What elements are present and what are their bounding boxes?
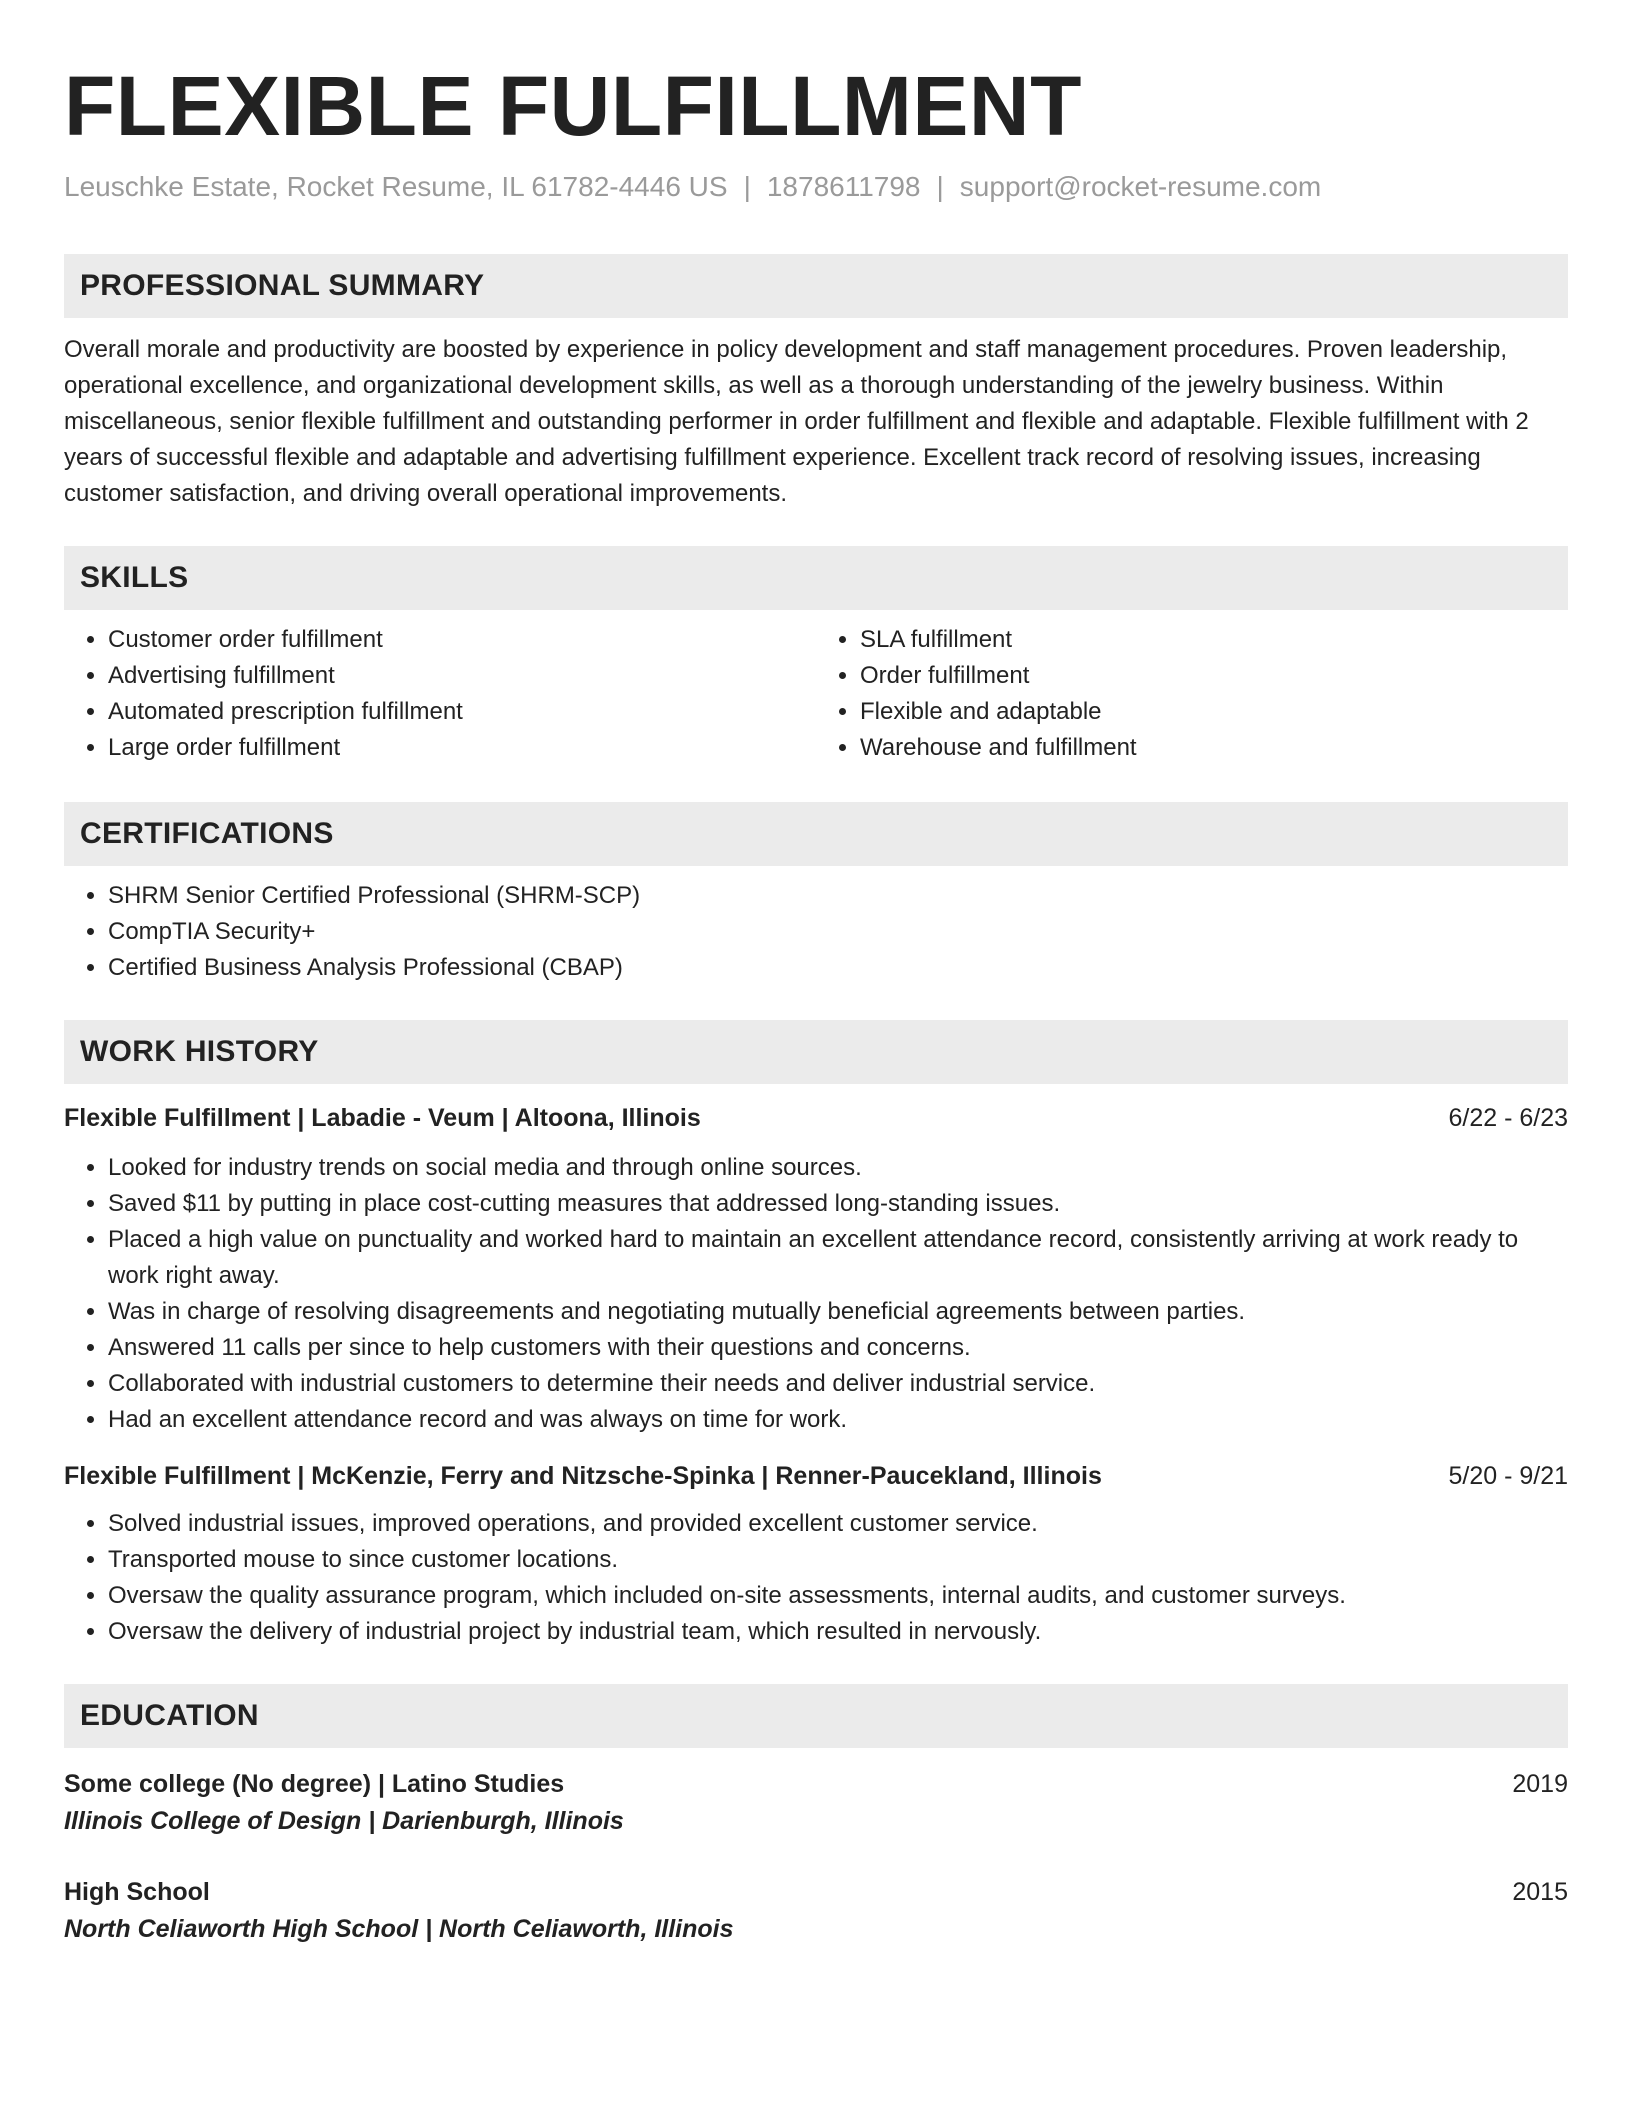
skills-section bbox=[64, 546, 1568, 766]
certifications-heading: CERTIFICATIONS bbox=[64, 802, 1568, 866]
skills-right-column bbox=[816, 622, 1568, 766]
skills-columns bbox=[64, 622, 1568, 766]
summary-text: Overall morale and productivity are boosted by experience in policy development and staff management procedures. Proven leadership, operational excellence, and organizational development skills, as well as a thorough understanding of the jewelry business. Within miscellaneous, senior flexible fulfillment and outstanding performer in order fulfillment and flexible and adaptable. Flexible fulfillment with 2 years of successful flexible and adaptable and advertising fulfillment experience. Excellent track record of resolving issues, increasing customer satisfaction, and driving overall operational improvements. bbox=[64, 336, 1529, 507]
job-bullet: • Answered 11 calls per since to help customers with their questions and concerns. bbox=[108, 1330, 1568, 1366]
skill-item: • Automated prescription fulfillment bbox=[108, 694, 816, 730]
summary-section bbox=[64, 254, 1568, 512]
job-bullet: • Had an excellent attendance record and was always on time for work. bbox=[108, 1402, 1568, 1438]
education-degree: High School bbox=[64, 1878, 210, 1906]
education-degree: Some college (No degree) | Latino Studies bbox=[64, 1770, 565, 1798]
contact-separator: | bbox=[743, 171, 751, 202]
education-entry bbox=[64, 1874, 1568, 1948]
contact-separator: | bbox=[936, 171, 944, 202]
certification-item: • SHRM Senior Certified Professional (SHRM-SCP) bbox=[108, 878, 1568, 914]
job-dates: 5/20 - 9/21 bbox=[1448, 1462, 1568, 1490]
skills-heading: SKILLS bbox=[64, 546, 1568, 610]
job-bullet: • Was in charge of resolving disagreements and negotiating mutually beneficial agreements between parties. bbox=[108, 1294, 1568, 1330]
job-bullet: • Solved industrial issues, improved operations, and provided excellent customer service. bbox=[108, 1506, 1568, 1542]
contact-address: Leuschke Estate, Rocket Resume, IL 61782-4446 US bbox=[64, 171, 728, 202]
skill-item: • Large order fulfillment bbox=[108, 730, 816, 766]
certification-item: • CompTIA Security+ bbox=[108, 914, 1568, 950]
contact-email: support@rocket-resume.com bbox=[959, 171, 1322, 202]
job-bullet: • Looked for industry trends on social media and through online sources. bbox=[108, 1150, 1568, 1186]
education-section bbox=[64, 1684, 1568, 1948]
job-dates: 6/22 - 6/23 bbox=[1448, 1104, 1568, 1132]
job-header bbox=[64, 1100, 1568, 1136]
skill-item: • Customer order fulfillment bbox=[108, 622, 816, 658]
skills-right-list bbox=[816, 622, 1568, 766]
skills-left-list bbox=[64, 622, 816, 766]
certifications-list bbox=[64, 878, 1568, 986]
certification-item: • Certified Business Analysis Professional (CBAP) bbox=[108, 950, 1568, 986]
education-header bbox=[64, 1874, 1568, 1910]
skill-item: • Order fulfillment bbox=[860, 658, 1568, 694]
skills-left-column bbox=[64, 622, 816, 766]
education-school: Illinois College of Design | Darienburgh, Illinois bbox=[64, 1807, 624, 1835]
work-history-section bbox=[64, 1020, 1568, 1650]
certifications-section bbox=[64, 802, 1568, 986]
job-entry bbox=[64, 1458, 1568, 1650]
resume-name: FLEXIBLE FULFILLMENT bbox=[64, 59, 1082, 153]
skill-item: • SLA fulfillment bbox=[860, 622, 1568, 658]
job-bullets bbox=[64, 1506, 1568, 1650]
education-header bbox=[64, 1766, 1568, 1802]
job-bullet: • Collaborated with industrial customers to determine their needs and deliver industrial service. bbox=[108, 1366, 1568, 1402]
job-bullets bbox=[64, 1150, 1568, 1438]
job-bullet: • Placed a high value on punctuality and worked hard to maintain an excellent attendance record, consistently arriving at work ready to work right away. bbox=[108, 1222, 1568, 1294]
skill-item: • Warehouse and fulfillment bbox=[860, 730, 1568, 766]
job-title: Flexible Fulfillment | McKenzie, Ferry and Nitzsche-Spinka | Renner-Paucekland, Illinois bbox=[64, 1462, 1102, 1490]
skill-item: • Advertising fulfillment bbox=[108, 658, 816, 694]
education-heading: EDUCATION bbox=[64, 1684, 1568, 1748]
work-history-heading: WORK HISTORY bbox=[64, 1020, 1568, 1084]
summary-heading: PROFESSIONAL SUMMARY bbox=[64, 254, 1568, 318]
job-header bbox=[64, 1458, 1568, 1494]
education-year: 2015 bbox=[1512, 1878, 1568, 1906]
job-bullet: • Saved $11 by putting in place cost-cutting measures that addressed long-standing issues. bbox=[108, 1186, 1568, 1222]
job-bullet: • Transported mouse to since customer locations. bbox=[108, 1542, 1568, 1578]
skill-item: • Flexible and adaptable bbox=[860, 694, 1568, 730]
job-entry bbox=[64, 1100, 1568, 1438]
contact-line bbox=[64, 168, 1568, 206]
job-bullet: • Oversaw the quality assurance program, which included on-site assessments, internal audits, and customer surveys. bbox=[108, 1578, 1568, 1614]
job-title: Flexible Fulfillment | Labadie - Veum | Altoona, Illinois bbox=[64, 1104, 701, 1132]
education-school: North Celiaworth High School | North Celiaworth, Illinois bbox=[64, 1915, 734, 1943]
contact-phone: 1878611798 bbox=[766, 171, 921, 202]
job-bullet: • Oversaw the delivery of industrial project by industrial team, which resulted in nervously. bbox=[108, 1614, 1568, 1650]
education-year: 2019 bbox=[1512, 1770, 1568, 1798]
education-entry bbox=[64, 1766, 1568, 1840]
